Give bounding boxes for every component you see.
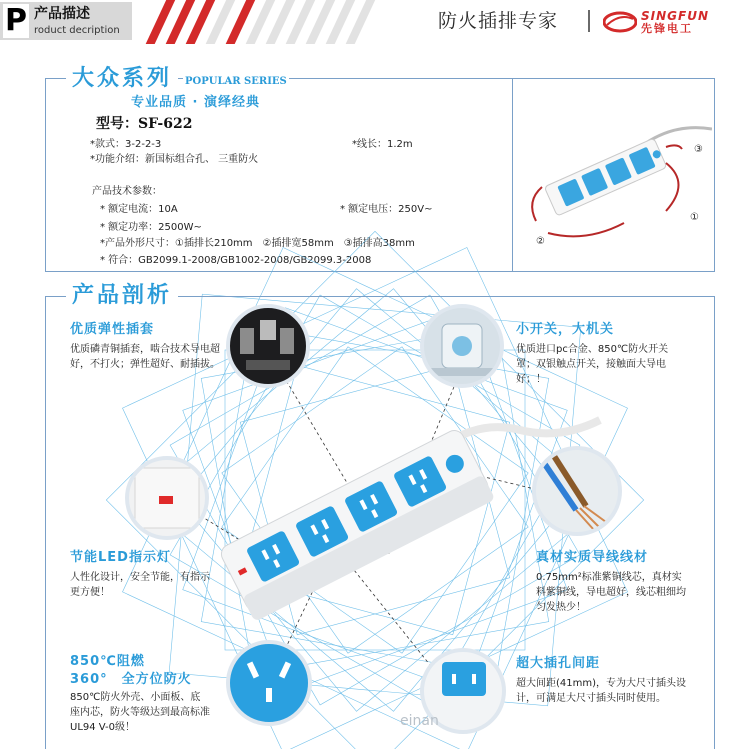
model-number: 型号：SF-622 — [96, 116, 193, 132]
spec-current: * 额定电流：10A — [100, 204, 178, 215]
socket-closeup-image — [226, 304, 310, 388]
switch-closeup-image — [420, 304, 504, 388]
wire-closeup-image — [532, 446, 622, 536]
diagram-label-1: ① — [690, 212, 699, 223]
spec-cord: *线长：1.2m — [352, 139, 413, 150]
feature-title-switch: 小开关，大机关 — [516, 322, 615, 337]
spec-voltage: * 额定电压：250V~ — [340, 204, 433, 215]
diagram-label-2: ② — [536, 236, 545, 247]
feature-title-spacing: 超大插孔间距 — [516, 656, 601, 671]
analysis-title: 产品剖析 — [66, 282, 178, 308]
feature-body-led: 人性化设计，安全节能，有指示更方便！ — [70, 572, 210, 598]
feature-body-socket: 优质磷青铜插套，啮合技术导电超好，不打火；弹性超好、耐插拔。 — [70, 344, 220, 370]
spec-style: *款式：3-2-2-3 — [90, 139, 162, 150]
spec-function: *功能介绍：新国标组合孔、 三重防火 — [90, 154, 259, 165]
badge-letter: P — [5, 3, 27, 38]
series-title-en: POPULAR SERIES — [185, 76, 287, 87]
led-closeup-image — [125, 456, 209, 540]
section-subtitle: roduct decription — [34, 25, 120, 36]
section-title: 产品描述 — [34, 6, 90, 22]
series-title: 大众系列 — [66, 65, 178, 91]
specs-heading: 产品技术参数： — [92, 186, 162, 197]
feature-body-spacing: 超大间距(41mm)，专为大尺寸插头设计，可满足大尺寸插头同时使用。 — [516, 678, 687, 704]
series-tagline: 专业品质 · 演绎经典 — [131, 95, 260, 110]
watermark: einan — [400, 713, 439, 729]
feature-title-fireproof: 850℃阻燃 — [70, 654, 145, 669]
logo-text-cn: 先锋电工 — [641, 22, 693, 35]
feature-body-switch: 优质进口pc合金、850℃防火开关罩；双银触点开关，接触面大导电好；！ — [516, 344, 669, 385]
diagram-label-3: ③ — [694, 144, 703, 155]
feature-title-wire: 真材实质导线线材 — [536, 550, 649, 565]
feature-title-led: 节能LED指示灯 — [70, 550, 171, 565]
socket-face-image — [226, 640, 312, 726]
brand-slogan: 防火插排专家 — [438, 10, 559, 32]
spec-dimensions: *产品外形尺寸：①插排长210mm ②插排宽58mm ③插排高38mm — [100, 238, 415, 249]
feature-body-fireproof: 850℃防火外壳、小面板、底座内芯，防火等级达到最高标准UL94 V-0级！ — [70, 692, 210, 733]
spec-power: * 额定功率：2500W~ — [100, 222, 202, 233]
feature-title-fireproof-2: 360° 全方位防火 — [70, 672, 192, 687]
feature-title-socket: 优质弹性插套 — [70, 322, 155, 337]
logo-text-en: SINGFUN — [641, 9, 709, 23]
spec-standard: * 符合：GB2099.1-2008/GB1002-2008/GB2099.3-2008 — [100, 255, 372, 266]
feature-body-wire: 0.75mm²标准紫铜线芯，真材实料紫铜线，导电超好，线芯粗细均匀发热少！ — [536, 572, 686, 613]
